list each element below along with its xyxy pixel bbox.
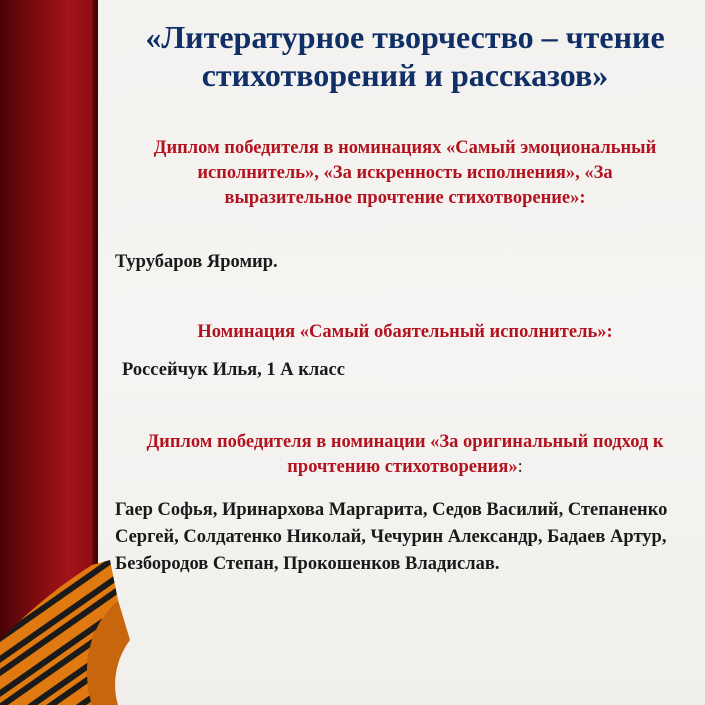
winner-names-1: Турубаров Яромир. [115,252,278,272]
winner-names-2: Россейчук Илья, 1 А класс [122,360,345,380]
section-heading-3 [112,430,698,480]
winner-names-3: Гаер Софья, Иринархова Маргарита, Седов Василий, Степаненко Сергей, Солдатенко Николай, Чечурин Александр, Бадаев Артур, Безбородов Степан, Прокошенков Владислав. [115,500,668,574]
section-heading-3-colon: : [517,457,523,477]
section-heading-3-text: Диплом победителя в номинации «За оригинальный подход к прочтению стихотворения» [146,432,664,477]
page-title: «Литературное творчество – чтение стихотворений и рассказов» [145,19,665,93]
section-heading-2: Номинация «Самый обаятельный исполнитель»: [197,322,613,342]
section-heading-1: Диплом победителя в номинациях «Самый эмоциональный исполнитель», «За искренность исполнения», «За выразительное прочтение стихотворение»: [153,138,657,208]
